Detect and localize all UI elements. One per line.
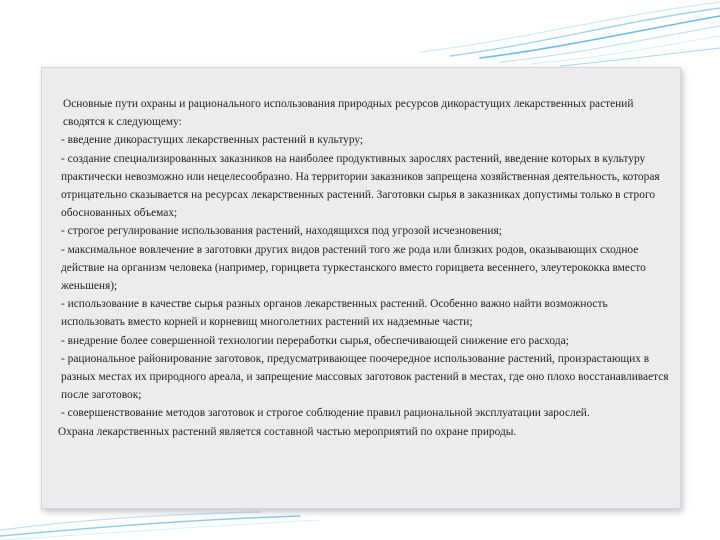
list-item: - рациональное районирование заготовок, предусматривающее поочередное использование растений, произрастающих в разных местах их природного ареала, и запрещение массовых заготовок растений в местах, где оно плохо восстанавливается после заготовок; [61, 352, 669, 402]
top-right-wave-ornament [420, 2, 720, 66]
list-item: - использование в качестве сырья разных органов лекарственных растений. Особенно важно найти возможность использовать вместо корней и корневищ многолетних растений их надземные части; [61, 298, 608, 329]
list-item: - строгое регулирование использования растений, находящихся под угрозой исчезновения; [61, 225, 502, 238]
list-item: - введение дикорастущих лекарственных растений в культуру; [61, 134, 364, 147]
list-item: - совершенствование методов заготовок и строгое соблюдение правил рациональной эксплуатации зарослей. [61, 407, 590, 420]
closing-paragraph: Охрана лекарственных растений является составной частью мероприятий по охране природы. [58, 425, 517, 438]
list-item: - внедрение более совершенной технологии переработки сырья, обеспечивающей снижение его расхода; [61, 334, 569, 347]
document-body [58, 95, 671, 441]
list-item: - максимальное вовлечение в заготовки других видов растений того же рода или близких родов, оказывающих сходное действие на организм человека (например, горицвета туркестанского вместо горицвета весеннего, элеутерококка вместо женьшеня); [61, 243, 646, 293]
bottom-left-wave-ornament [0, 512, 320, 540]
intro-paragraph: Основные пути охраны и рационального использования природных ресурсов дикорастущих лекарственных растений сводятся к следующему: [63, 98, 634, 129]
list-item: - создание специализированных заказников на наиболее продуктивных зарослях растений, введение которых в культуру практически невозможно или нецелесообразно. На территории заказников запрещена хозяйственная деятельность, которая отрицательно сказывается на ресурсах лекарственных растений. Заготовки сырья в заказниках допустимы только в строго обоснованных объемах; [61, 152, 660, 220]
